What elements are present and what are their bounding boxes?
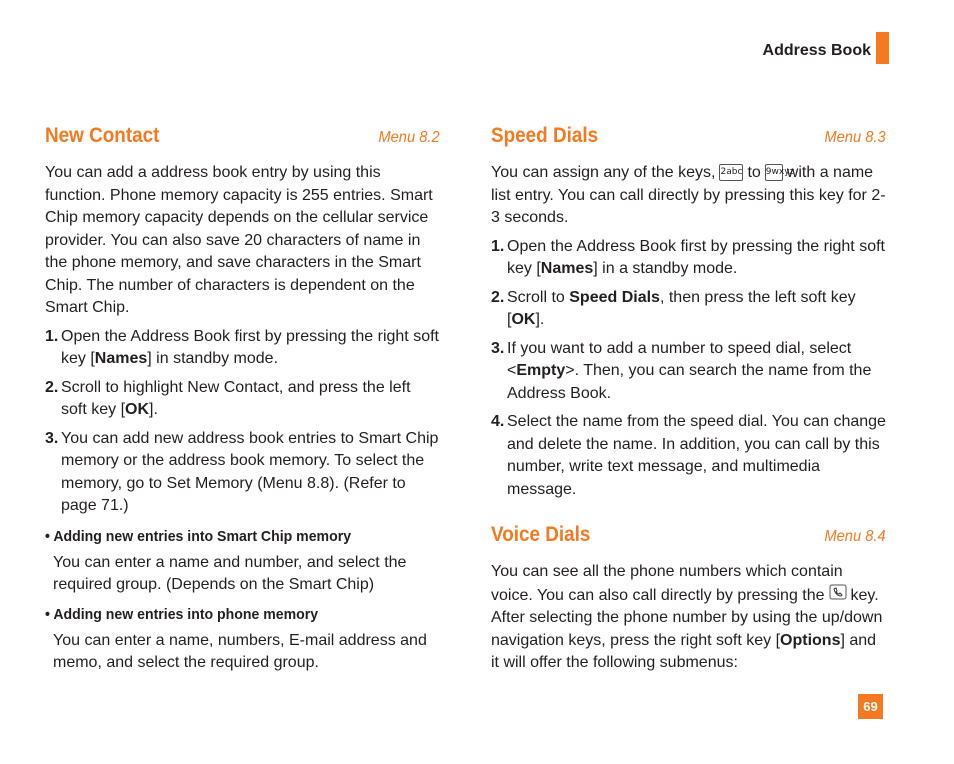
- section-title: New Contact: [45, 124, 160, 147]
- step-3: [45, 428, 440, 518]
- step-1: [45, 326, 440, 371]
- step-text: Select the name from the speed dial. You can change and delete the name. In addition, you can call by this number, write text message, and multimedia message.: [507, 413, 886, 498]
- step-number: 1.: [45, 327, 59, 345]
- step-number: 3.: [491, 339, 505, 357]
- step-2: [491, 287, 886, 332]
- menu-reference: Menu 8.3: [824, 129, 886, 146]
- menu-reference: Menu 8.4: [824, 528, 886, 545]
- step-number: 1.: [491, 237, 505, 255]
- page-number: 69: [858, 694, 883, 719]
- send-key-icon: [829, 584, 847, 608]
- step-1: [491, 236, 886, 281]
- voice-dials-heading: [491, 523, 886, 551]
- bullet-heading: • Adding new entries into phone memory: [45, 605, 319, 623]
- step-4: [491, 411, 886, 501]
- intro-paragraph: You can add a address book entry by using this function. Phone memory capacity is 255 entries. Smart Chip memory capacity depends on the cellular service provider. You can also save 20 characters of name in the phone memory, and save characters in the Smart Chip. The number of characters is dependent on the Smart Chip.: [45, 164, 433, 316]
- section-title: Voice Dials: [491, 523, 591, 546]
- menu-reference: Menu 8.2: [378, 129, 440, 146]
- step-text: Open the Address Book first by pressing the right soft key [Names] in a standby mode.: [507, 237, 885, 277]
- step-text: Scroll to Speed Dials, then press the left soft key [OK].: [507, 288, 856, 328]
- key-9-icon: 9wxyz: [765, 164, 783, 181]
- step-number: 3.: [45, 429, 59, 447]
- section-title: Speed Dials: [491, 124, 599, 147]
- bullet-heading: • Adding new entries into Smart Chip memory: [45, 527, 352, 545]
- step-text: Open the Address Book first by pressing the right soft key [Names] in standby mode.: [61, 327, 439, 367]
- step-text: If you want to add a number to speed dial, select <Empty>. Then, you can search the name from the Address Book.: [507, 339, 872, 402]
- step-2: [45, 377, 440, 422]
- header-title: Address Book: [762, 42, 871, 59]
- step-number: 2.: [45, 378, 59, 396]
- intro-paragraph: You can assign any of the keys, 2abc to 9wxyzwith a name list entry. You can call directly by pressing this key for 2-3 seconds.: [491, 164, 886, 226]
- speed-dials-heading: [491, 124, 886, 152]
- bullet-body: You can enter a name, numbers, E-mail address and memo, and select the required group.: [53, 631, 427, 671]
- new-contact-section: [45, 124, 440, 674]
- bullet-body: You can enter a name and number, and select the required group. (Depends on the Smart Chip): [53, 553, 407, 593]
- header-accent-bar: [876, 32, 889, 64]
- step-3: [491, 338, 886, 406]
- step-text: Scroll to highlight New Contact, and press the left soft key [OK].: [61, 378, 411, 418]
- key-2-icon: 2abc: [719, 164, 743, 181]
- step-number: 2.: [491, 288, 505, 306]
- new-contact-heading: [45, 124, 440, 152]
- step-text: You can add new address book entries to Smart Chip memory or the address book memory. To select the memory, go to Set Memory (Menu 8.8). (Refer to page 71.): [61, 429, 439, 514]
- step-number: 4.: [491, 413, 505, 430]
- voice-dials-paragraph: You can see all the phone numbers which contain voice. You can also call directly by pressing the key. After selecting the phone number by using the up/down navigation keys, press the right soft key [Options] and it will offer the following submenus:: [491, 563, 883, 671]
- speed-dials-section: [491, 124, 886, 675]
